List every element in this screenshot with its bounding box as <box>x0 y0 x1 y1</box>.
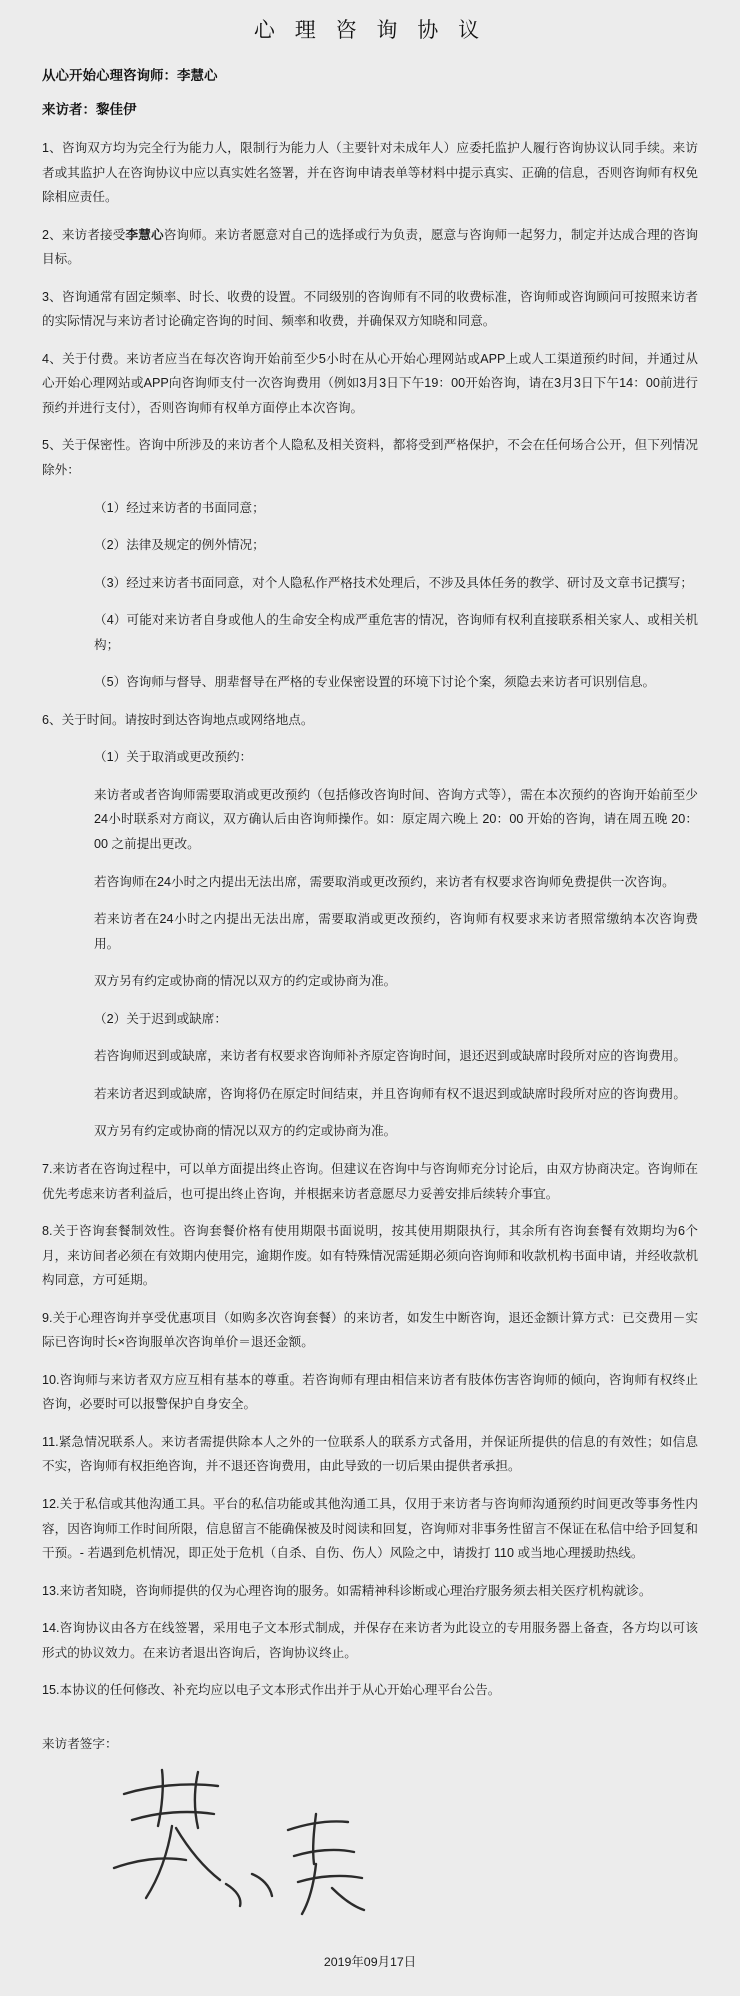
clause-paragraph: （4）可能对来访者自身或他人的生命安全构成严重危害的情况，咨询师有权利直接联系相关家人、或相关机构； <box>94 613 698 652</box>
clause-paragraph: 14.咨询协议由各方在线签署，采用电子文本形式制成，并保存在来访者为此设立的专用服务器上备查，各方均以可该形式的协议效力。在来访者退出咨询后，咨询协议终止。 <box>42 1621 698 1660</box>
clause-paragraph: （3）经过来访者书面同意，对个人隐私作严格技术处理后，不涉及具体任务的教学、研讨及文章书记撰写； <box>94 575 693 590</box>
signature-label: 来访者签字： <box>42 1736 118 1751</box>
clause-paragraph: 13.来访者知晓，咨询师提供的仅为心理咨询的服务。如需精神科诊断或心理治疗服务须去相关医疗机构就诊。 <box>42 1583 652 1598</box>
clause-text: 2、来访者接受 <box>42 227 126 242</box>
clause-paragraph: （1）经过来访者的书面同意； <box>94 500 265 515</box>
page-title: 心 理 咨 询 协 议 <box>253 19 487 42</box>
clause-paragraph: 来访者或者咨询师需要取消或更改预约（包括修改咨询时间、咨询方式等），需在本次预约的咨询开始前至少24小时联系对方商议，双方确认后由咨询师操作。如：原定周六晚上 20：00 开始的咨询，请在周五晚 20：00 之前提出更改。 <box>94 787 698 852</box>
clause-paragraph: 12.关于私信或其他沟通工具。平台的私信功能或其他沟通工具，仅用于来访者与咨询师沟通预约时间更改等事务性内容，因咨询师工作时间所限，信息留言不能确保被及时阅读和回复，咨询师对非事务性留言不保证在私信中给予回复和干预。- 若遇到危机情况，即正处于危机（自杀、自伤、伤人）风险之中，请拨打 110 或当地心理援助热线。 <box>42 1496 698 1561</box>
clause-paragraph: （1）关于取消或更改预约： <box>94 750 253 765</box>
clause-paragraph: 若来访者迟到或缺席，咨询将仍在原定时间结束，并且咨询师有权不退迟到或缺席时段所对应的咨询费用。 <box>94 1086 686 1101</box>
clause-paragraph: 5、关于保密性。咨询中所涉及的来访者个人隐私及相关资料，都将受到严格保护，不会在任何场合公开，但下列情况除外： <box>42 438 698 478</box>
handwritten-signature-icon <box>102 1756 402 1936</box>
clause-paragraph: 双方另有约定或协商的情况以双方的约定或协商为准。 <box>94 974 397 989</box>
clause-paragraph: 3、咨询通常有固定频率、时长、收费的设置。不同级别的咨询师有不同的收费标准，咨询师或咨询顾问可按照来访者的实际情况与来访者讨论确定咨询的时间、频率和收费，并确保双方知晓和同意。 <box>42 289 698 329</box>
clause-paragraph: 若咨询师迟到或缺席，来访者有权要求咨询师补齐原定咨询时间，退还迟到或缺席时段所对应的咨询费用。 <box>94 1049 686 1064</box>
clause-paragraph: 11.紧急情况联系人。来访者需提供除本人之外的一位联系人的联系方式备用，并保证所提供的信息的有效性；如信息不实，咨询师有权拒绝咨询，并不退还咨询费用，由此导致的一切后果由提供者承担。 <box>42 1434 698 1474</box>
clause-paragraph: 双方另有约定或协商的情况以双方的约定或协商为准。 <box>94 1124 397 1139</box>
clause-paragraph: （2）法律及规定的例外情况； <box>94 538 265 553</box>
clause-paragraph <box>42 223 698 272</box>
counselor-name-emphasis: 李慧心 <box>125 227 164 242</box>
clause-paragraph: 若来访者在24小时之内提出无法出席，需要取消或更改预约，咨询师有权要求来访者照常缴纳本次咨询费用。 <box>94 912 698 951</box>
clause-paragraph: 10.咨询师与来访者双方应互相有基本的尊重。若咨询师有理由相信来访者有肢体伤害咨询师的倾向，咨询师有权终止咨询，必要时可以报警保护自身安全。 <box>42 1372 698 1412</box>
counselor-line: 从心开始心理咨询师：李慧心 <box>42 68 218 83</box>
clause-paragraph: 15.本协议的任何修改、补充均应以电子文本形式作出并于从心开始心理平台公告。 <box>42 1683 501 1698</box>
visitor-line: 来访者：黎佳伊 <box>42 102 137 117</box>
clause-paragraph: 4、关于付费。来访者应当在每次咨询开始前至少5小时在从心开始心理网站或APP上或人工渠道预约时间，并通过从心开始心理网站或APP向咨询师支付一次咨询费用（例如3月3日下午19：00开始咨询，请在3月3日下午14：00前进行预约并进行支付），否则咨询师有权单方面停止本次咨询。 <box>42 351 698 415</box>
clause-paragraph: 7.来访者在咨询过程中，可以单方面提出终止咨询。但建议在咨询中与咨询师充分讨论后，由双方协商决定。咨询师在优先考虑来访者利益后，也可提出终止咨询，并根据来访者意愿尽力妥善安排后续转介事宜。 <box>42 1161 698 1201</box>
signature-date: 2019年09月17日 <box>323 1954 417 1969</box>
clause-paragraph: 6、关于时间。请按时到达咨询地点或网络地点。 <box>42 712 314 727</box>
clause-paragraph: 9.关于心理咨询并享受优惠项目（如购多次咨询套餐）的来访者，如发生中断咨询，退还金额计算方式：已交费用－实际已咨询时长×咨询服单次咨询单价＝退还金额。 <box>42 1310 698 1350</box>
clause-paragraph: 1、咨询双方均为完全行为能力人，限制行为能力人（主要针对未成年人）应委托监护人履行咨询协议认同手续。来访者或其监护人在咨询协议中应以真实姓名签署，并在咨询申请表单等材料中提示真实、正确的信息，否则咨询师有权免除相应责任。 <box>42 141 698 205</box>
signature-area <box>42 1756 698 1946</box>
clause-paragraph: 8.关于咨询套餐制效性。咨询套餐价格有使用期限书面说明，按其使用期限执行，其余所有咨询套餐有效期均为6个月，来访间者必须在有效期内使用完，逾期作废。如有特殊情况需延期必须向咨询师和收款机构书面申请，并经收款机构同意，方可延期。 <box>42 1224 698 1288</box>
clause-list <box>42 136 698 1703</box>
clause-paragraph: （2）关于迟到或缺席： <box>94 1011 227 1026</box>
clause-paragraph: 若咨询师在24小时之内提出无法出席，需要取消或更改预约，来访者有权要求咨询师免费提供一次咨询。 <box>94 874 675 889</box>
clause-paragraph: （5）咨询师与督导、朋辈督导在严格的专业保密设置的环境下讨论个案，须隐去来访者可识别信息。 <box>94 675 656 690</box>
clause-text: 咨询师。来访者愿意对自己的选择或行为负责，愿意与咨询师一起努力，制定并达成合理的咨询目标。 <box>42 227 699 267</box>
